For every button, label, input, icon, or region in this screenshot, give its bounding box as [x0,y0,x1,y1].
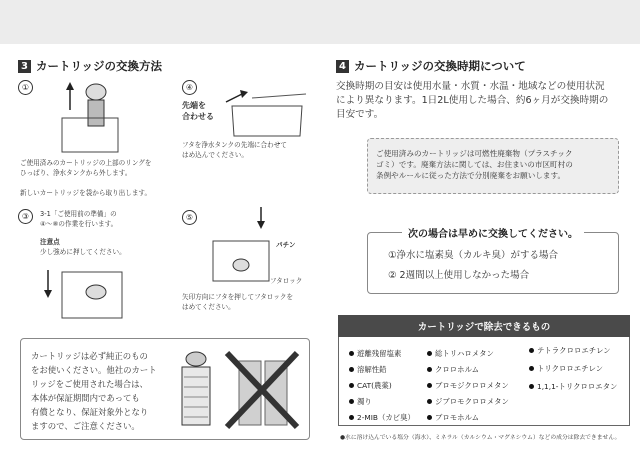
section-number: 3 [18,60,31,73]
step-1-illustration [58,78,126,156]
replacement-guide: 交換時期の目安は使用水量・水質・水温・地域などの使用状況 により異なります。1日2L使用した場合、約6ヶ月が交換時期の 目安です。 [336,81,609,120]
snap-label: パチン [276,241,296,249]
caution-title: 注意点 [40,238,60,246]
removal-table [338,337,630,426]
section-3-title [18,58,162,74]
chem-item: ブロモジクロロメタン [427,377,509,393]
chem-item: 遊離残留塩素 [349,345,415,361]
step-3-illustration [40,262,130,322]
chem-item: 濁り [349,393,415,409]
step-3-text: 3-1「ご使用前の準備」の ④〜⑧の作業を行います。 [40,210,118,228]
chem-col-3 [529,341,617,395]
footnote: ●水に溶け込んでいる塩分（海水）、ミネラル（カルシウム・マグネシウム）などの成分は除去できません。 [340,435,621,441]
lock-label: フタロック [270,277,303,285]
step-1-number: ① [18,80,33,95]
warning-text: カートリッジは必ず純正のもの をお使いください。他社のカート リッジをご使用された場合は、 本体が保証期間内であっても 有償となり、保証対象外となり ますので、ご注意ください。 [31,351,157,431]
chem-item: CAT(農薬) [349,377,415,393]
section-title-text: カートリッジの交換方法 [36,59,163,73]
step-5-illustration [205,205,285,285]
header-band [0,0,640,44]
chem-item: 総トリハロメタン [427,345,509,361]
chem-col-1 [349,345,415,425]
step-4-number: ④ [182,80,197,95]
step-1-text: ご使用済みのカートリッジの上部のリングを ひっぱり、浄水タンクから外します。 [20,159,152,177]
cartridge-image [176,349,216,431]
early-item-2: ② 2週間以上使用しなかった場合 [388,270,530,281]
early-replacement-box [367,229,619,294]
section-number: 4 [336,60,349,73]
chem-item: 溶解性鉛 [349,361,415,377]
step-2-text: 新しいカートリッジを袋から取り出します。 [20,189,152,197]
early-item-1: ①浄水に塩素臭（カルキ臭）がする場合 [388,250,559,261]
section-title-text: カートリッジの交換時期について [354,59,526,73]
chem-item: クロロホルム [427,361,509,377]
chem-item: テトラクロロエチレン [529,341,617,359]
not-genuine-cross [221,347,303,433]
disposal-text: ご使用済みのカートリッジは可燃性廃棄物（プラスチック ゴミ）です。廃棄方法に関しては、お住まいの市区町村の 条例やルールに従った方法で分別廃棄をお願いします。 [376,149,573,180]
early-title: 次の場合は早めに交換してください。 [402,225,584,240]
chem-item: 1,1,1-トリクロロエタン [529,377,617,395]
removal-table-title: カートリッジで除去できるもの [338,315,630,337]
step-4-label: 先端を 合わせる [182,101,214,121]
section-4-title [336,58,526,74]
step-5-number: ⑤ [182,210,197,225]
chem-item: トリクロロエチレン [529,359,617,377]
caution-text: 少し強めに押してください。 [40,248,126,256]
step-4-illustration [222,80,312,140]
chem-item: ジブロモクロロメタン [427,393,509,409]
chem-item: 2-MIB（カビ臭） [349,409,415,425]
step-4-text: フタを浄水タンクの先端に合わせて はめ込んでください。 [182,141,287,159]
genuine-cartridge-box [20,338,310,440]
step-5-text: 矢印方向にフタを押してフタロックを はめてください。 [182,293,294,311]
disposal-box [367,138,619,194]
chem-col-2 [427,345,509,425]
chem-item: ブロモホルム [427,409,509,425]
step-3-number: ③ [18,209,33,224]
